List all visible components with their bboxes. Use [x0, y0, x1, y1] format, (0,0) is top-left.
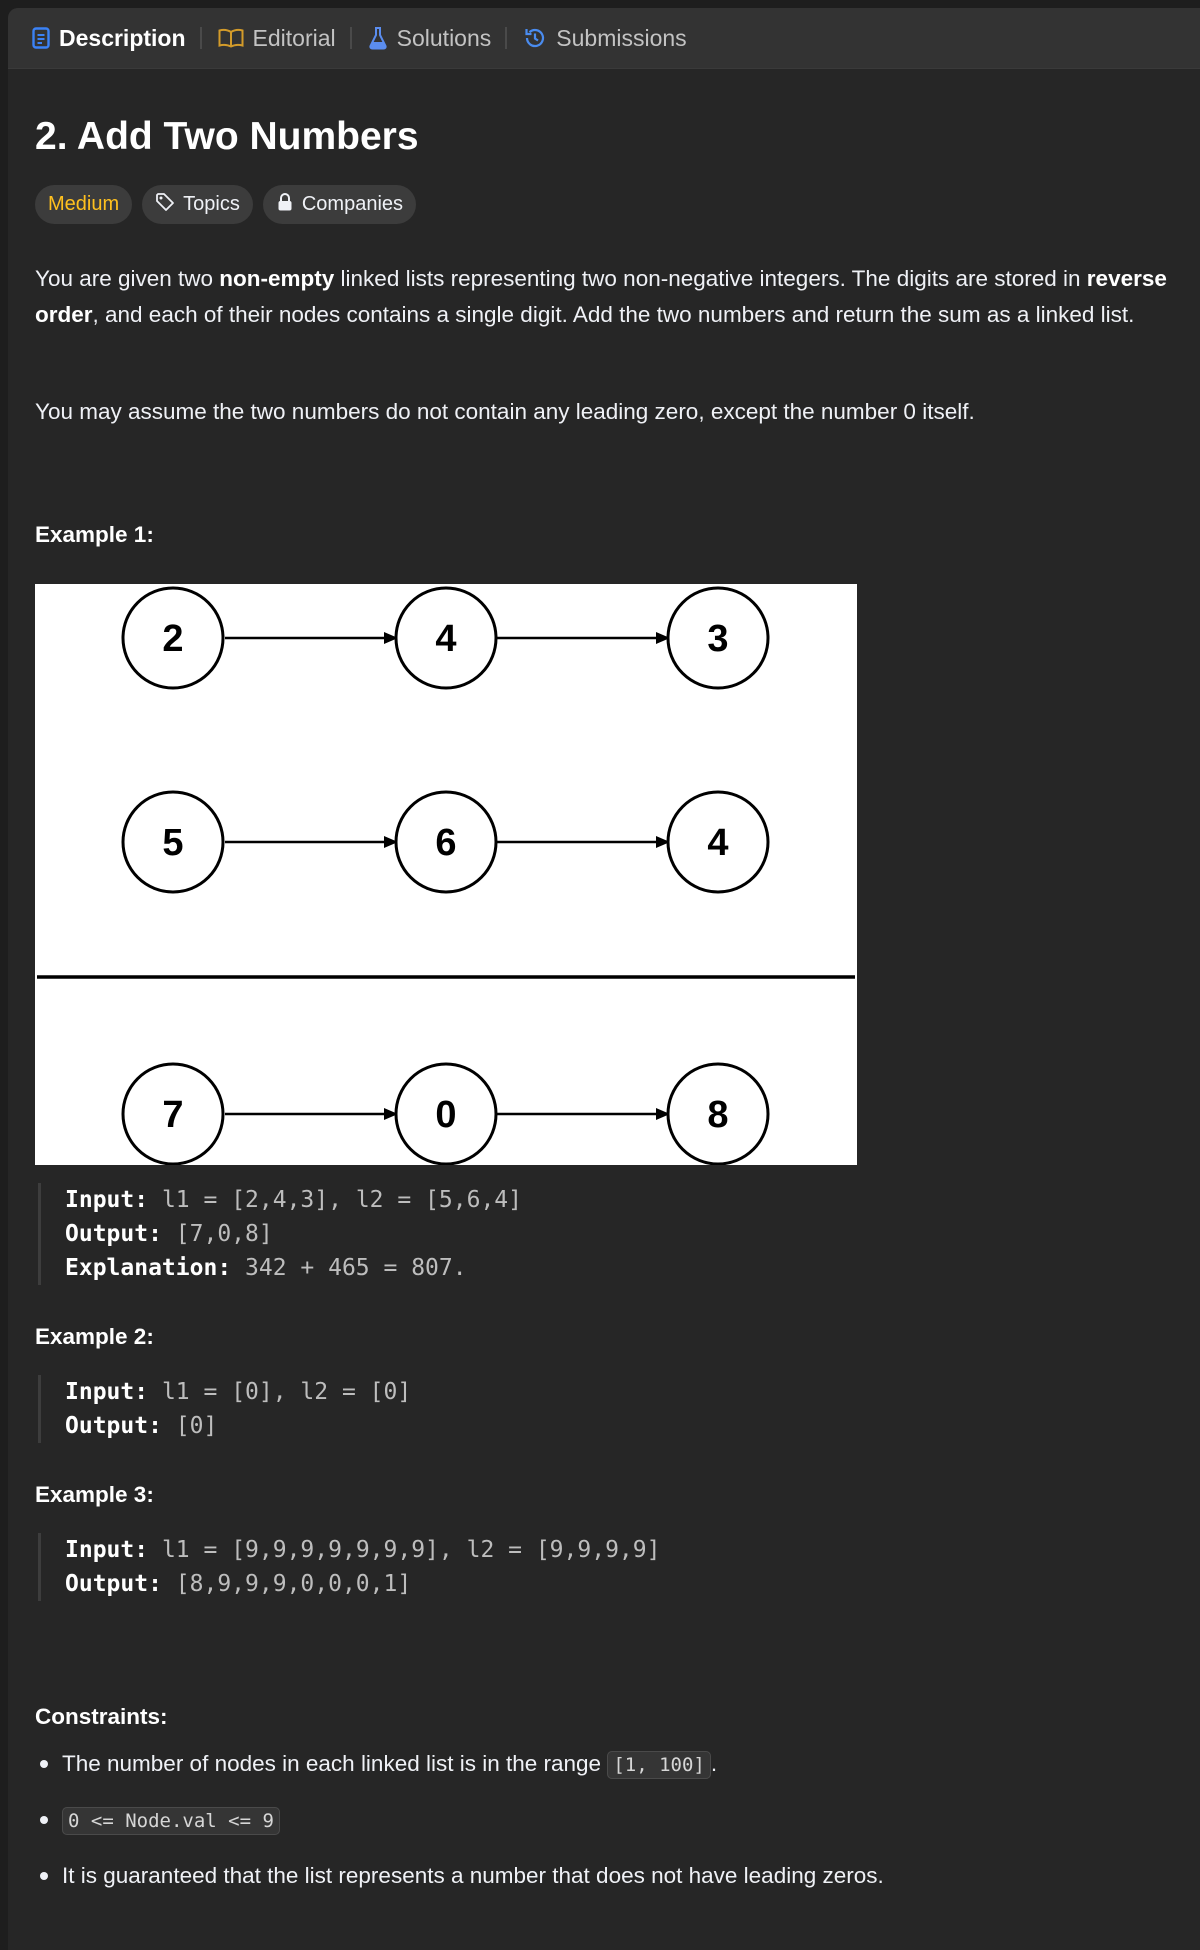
companies-label: Companies	[301, 193, 404, 215]
inline-code: 0 <= Node.val <= 9	[62, 1807, 280, 1835]
companies-button[interactable]	[263, 185, 416, 224]
list-node	[396, 588, 496, 688]
difficulty-label: Medium	[48, 193, 120, 215]
svg-text:3: 3	[707, 618, 729, 660]
list-node	[396, 1064, 496, 1164]
tab-bar	[8, 8, 1200, 69]
tab-separator	[505, 27, 507, 49]
example-3-block: Input: l1 = [9,9,9,9,9,9,9], l2 = [9,9,9,9] Output: [8,9,9,9,0,0,0,1]	[38, 1533, 660, 1601]
svg-text:0: 0	[435, 1094, 457, 1136]
tab-description-label: Description	[59, 24, 186, 51]
description-panel	[8, 8, 1200, 1950]
svg-text:8: 8	[707, 1094, 729, 1136]
tab-editorial[interactable]	[216, 25, 350, 52]
topics-label: Topics	[183, 193, 240, 215]
list-node	[668, 1064, 768, 1164]
svg-text:4: 4	[435, 618, 457, 660]
svg-text:6: 6	[435, 822, 457, 864]
description-icon	[32, 27, 50, 49]
problem-note: You may assume the two numbers do not contain any leading zero, except the number 0 itself.	[35, 399, 975, 424]
svg-text:2: 2	[162, 618, 184, 660]
constraint-item: It is guaranteed that the list represents a number that does not have leading zeros.	[35, 1858, 1185, 1914]
constraint-item: The number of nodes in each linked list is in the range [1, 100] .	[35, 1746, 1185, 1802]
list-node	[123, 588, 223, 688]
tab-solutions[interactable]	[366, 25, 506, 52]
inline-code: [1, 100]	[607, 1751, 711, 1779]
topics-button[interactable]	[142, 185, 253, 224]
example-3-title: Example 3:	[35, 1482, 154, 1507]
page-title: 2. Add Two Numbers	[35, 115, 419, 158]
example-2-block: Input: l1 = [0], l2 = [0] Output: [0]	[38, 1375, 411, 1443]
list-node	[668, 792, 768, 892]
example-1-figure	[35, 584, 857, 1165]
constraints-title: Constraints:	[35, 1704, 168, 1729]
svg-text:5: 5	[162, 822, 184, 864]
problem-tags	[35, 185, 416, 224]
tag-icon	[155, 192, 175, 218]
constraint-item	[35, 1802, 1185, 1858]
tab-description[interactable]	[30, 25, 200, 52]
example-1-title: Example 1:	[35, 522, 154, 547]
list-node	[396, 792, 496, 892]
constraints-list	[35, 1746, 1185, 1914]
tab-submissions[interactable]	[521, 25, 700, 52]
list-node	[668, 588, 768, 688]
flask-icon	[368, 26, 388, 50]
svg-text:4: 4	[707, 822, 729, 864]
list-node	[123, 1064, 223, 1164]
book-icon	[218, 28, 244, 48]
linked-list-diagram	[35, 584, 857, 1165]
tab-submissions-label: Submissions	[556, 24, 687, 51]
difficulty-badge	[35, 185, 132, 224]
tab-solutions-label: Solutions	[396, 24, 492, 51]
problem-description: You are given two non-empty linked lists representing two non-negative integers. The digits are stored in reverse order, and each of their nodes contains a single digit. Add the two numbers and return the sum as a linked list.	[35, 266, 1167, 327]
tab-separator	[200, 27, 202, 49]
history-icon	[523, 26, 547, 50]
lock-icon	[276, 192, 294, 218]
example-1-block: Input: l1 = [2,4,3], l2 = [5,6,4] Output: [7,0,8] Explanation: 342 + 465 = 807.	[38, 1183, 522, 1285]
list-node	[123, 792, 223, 892]
tab-separator	[350, 27, 352, 49]
tab-editorial-label: Editorial	[252, 24, 336, 51]
example-2-title: Example 2:	[35, 1324, 154, 1349]
svg-text:7: 7	[162, 1094, 184, 1136]
